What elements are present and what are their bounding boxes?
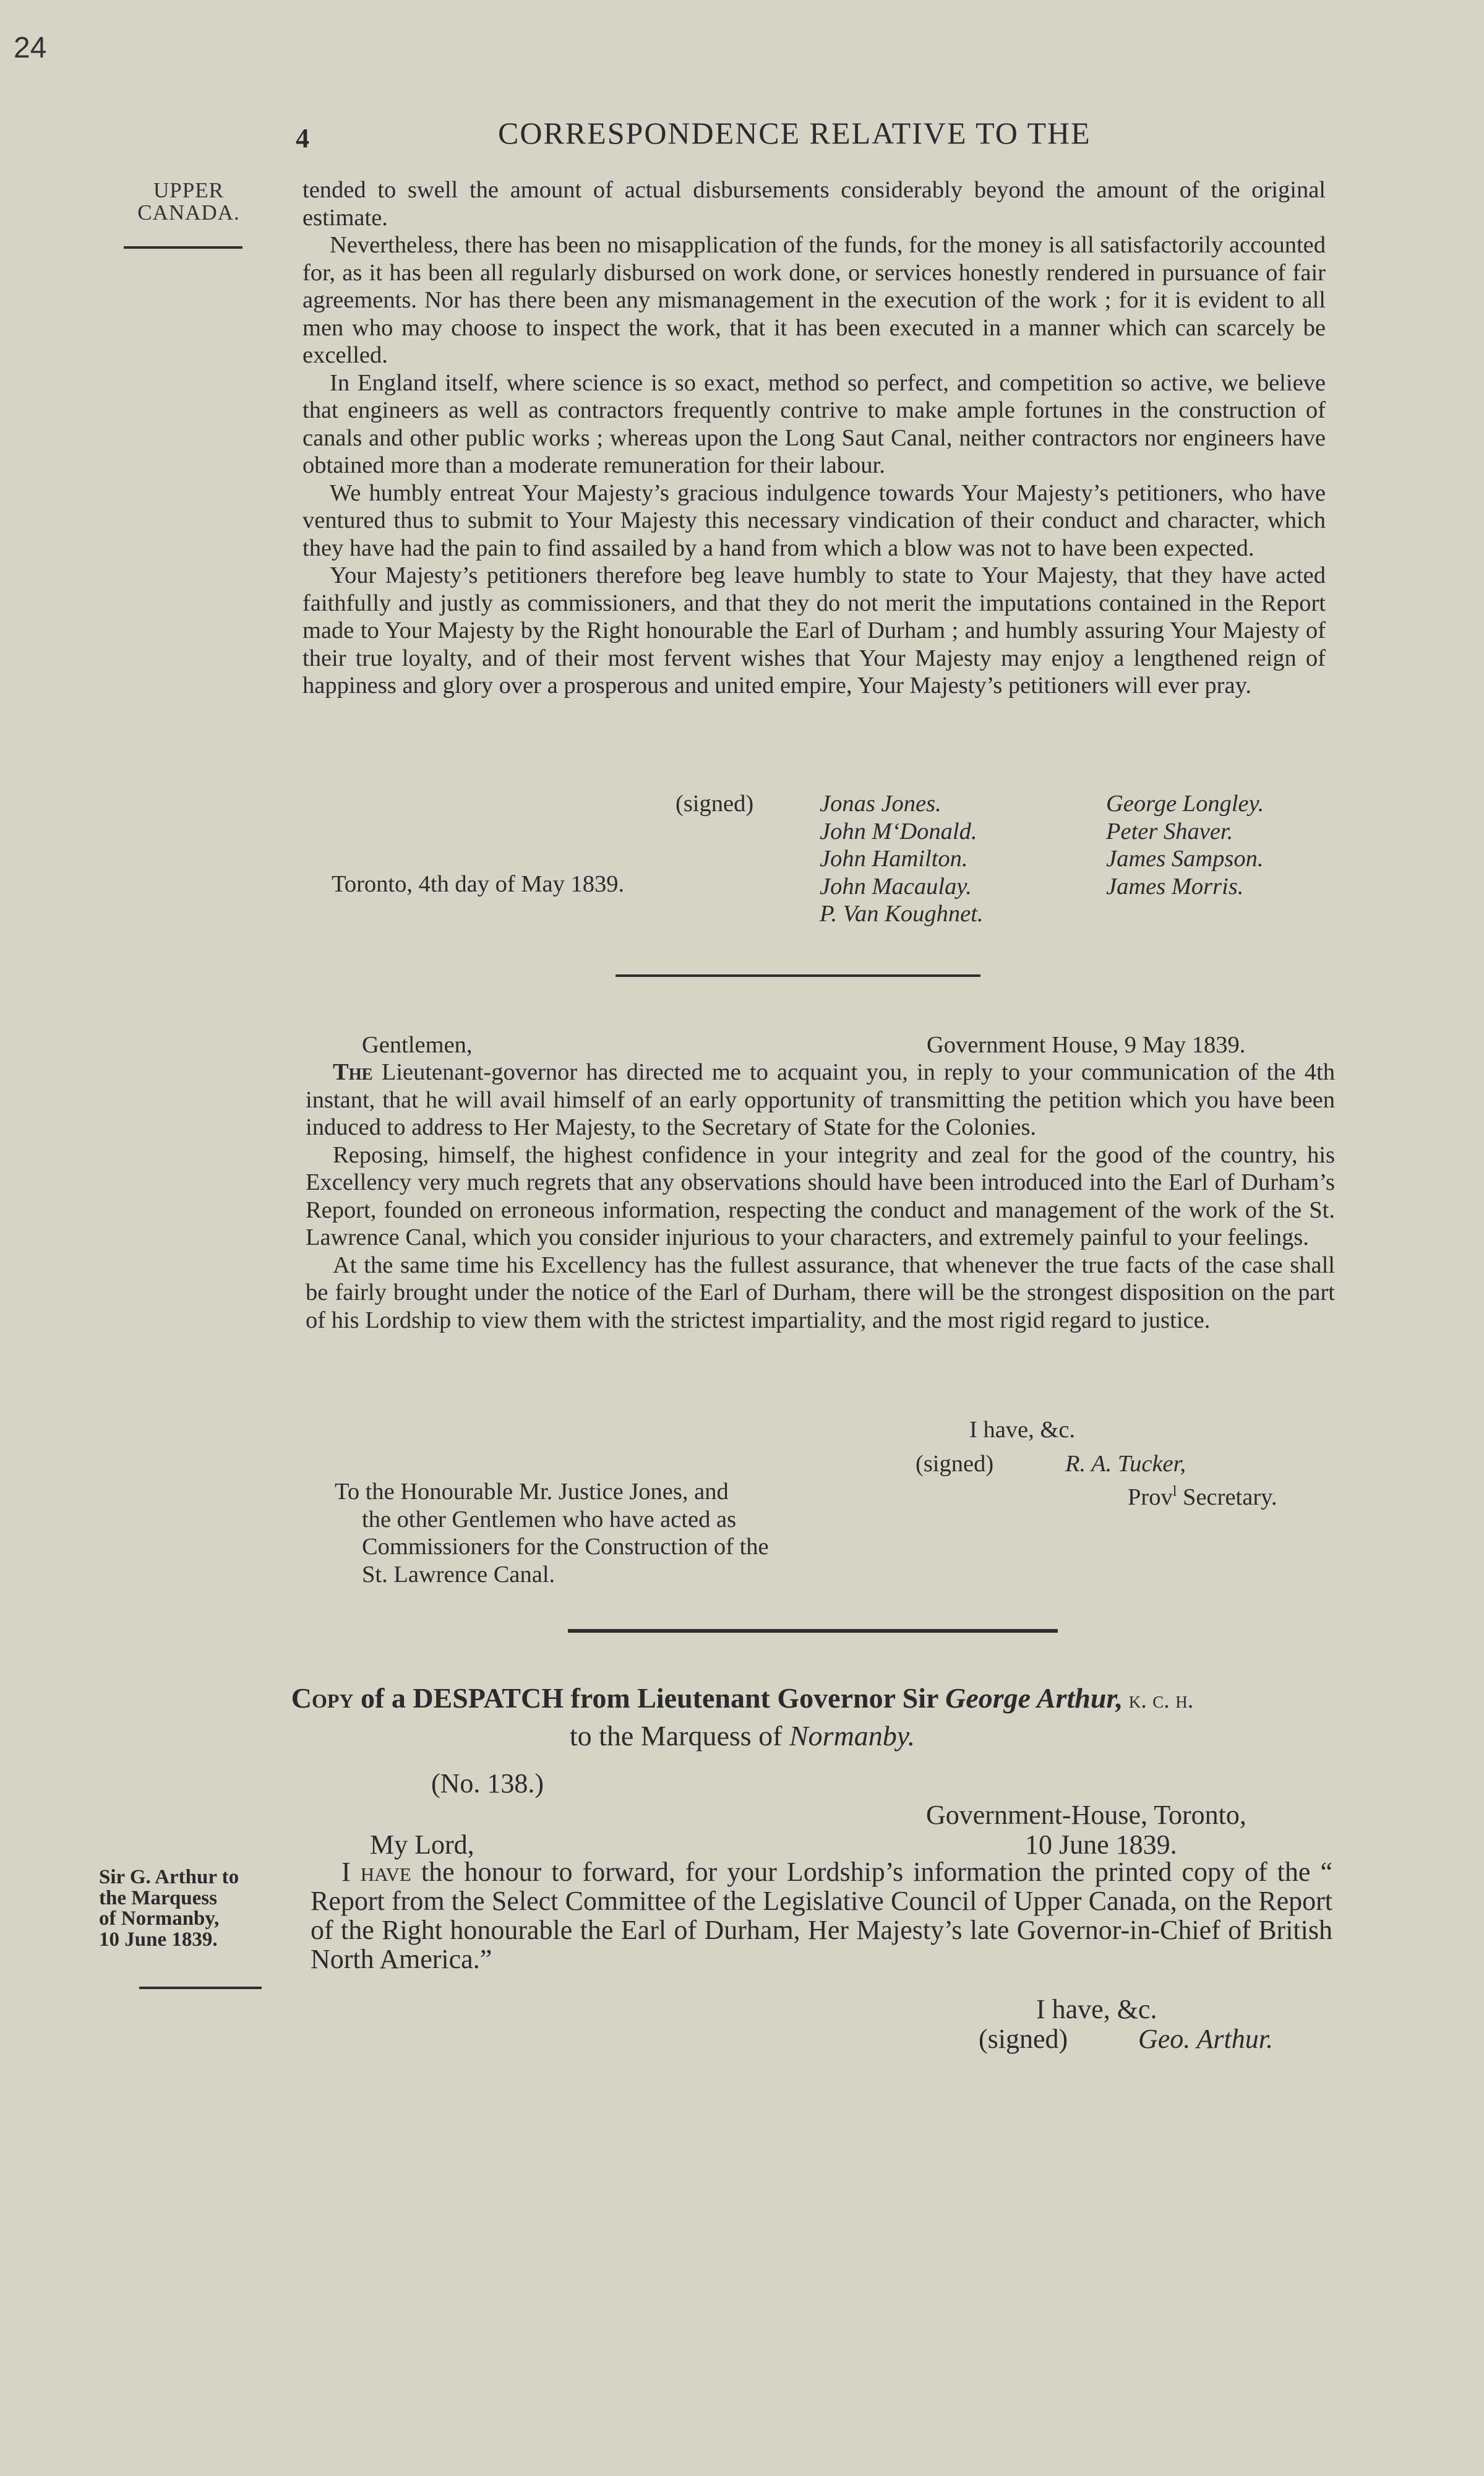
- signatory: John Macaulay.: [820, 873, 972, 900]
- despatch-heading-recipient: Normanby.: [789, 1720, 916, 1752]
- despatch-heading-name: George Arthur,: [945, 1682, 1123, 1714]
- reply-paragraph-2: Reposing, himself, the highest confidence in your integrity and zeal for the good of the country, his Excellency very much regrets that any observations should have been introduced into the Earl of Durham’s Report, founded on erroneous information, respecting the conduct and management of the work of the St. Lawrence Canal, which you consider injurious to your characters, and extremely painful to your feelings.: [306, 1141, 1335, 1250]
- reply-closing: I have, &c.: [969, 1417, 1076, 1443]
- signatory: John Hamilton.: [820, 846, 968, 872]
- despatch-closing: I have, &c.: [1036, 1994, 1157, 2024]
- section-divider: [615, 974, 980, 977]
- despatch-number: (No. 138.): [431, 1768, 544, 1799]
- despatch-heading-line1: [186, 1680, 1299, 1718]
- margin-region-line2: CANADA.: [137, 200, 240, 225]
- despatch-body: [311, 1857, 1332, 1974]
- despatch-heading-honours: k. c. h.: [1123, 1687, 1194, 1713]
- reply-paragraph-3: At the same time his Excellency has the fullest assurance, that whenever the true facts of the case shall be fairly brought under the notice of the Earl of Durham, there will be the strongest disposition on the part of his Lordship to view them with the strictest impartiality, and the most rigid regard to justice.: [306, 1252, 1335, 1333]
- reply-addressee: [335, 1478, 769, 1588]
- running-head: CORRESPONDENCE RELATIVE TO THE: [498, 116, 1091, 150]
- margin-note-line: 10 June 1839.: [99, 1928, 218, 1951]
- margin-region-label: [121, 179, 257, 224]
- page-number: 4: [296, 123, 309, 153]
- signer-title-suffix: Secretary.: [1177, 1484, 1277, 1510]
- reply-text: [306, 1059, 1335, 1334]
- despatch-signed-label: (signed): [979, 2024, 1068, 2054]
- petition-paragraph-1: tended to swell the amount of actual disbursements considerably beyond the amount of the original estimate.: [302, 177, 1326, 231]
- despatch-margin-note: [99, 1867, 239, 1950]
- petition-paragraph-4: We humbly entreat Your Majesty’s gracious indulgence towards Your Majesty’s petitioners, who have ventured thus to submit to Your Majesty this necessary vindication of their conduct and character, which they have had the pain to find assailed by a hand from which a blow was not to have been expected.: [302, 479, 1326, 561]
- petition-text: [302, 176, 1326, 700]
- signatory: P. Van Koughnet.: [820, 901, 984, 927]
- petition-place-date: Toronto, 4th day of May 1839.: [332, 871, 625, 897]
- addressee-line: St. Lawrence Canal.: [362, 1561, 555, 1588]
- signatories-column-1: [820, 790, 984, 928]
- petition-paragraph-2: Nevertheless, there has been no misapplication of the funds, for the money is all satisfactorily accounted for, as it has been all regularly disbursed on work done, or services honestly rendered in pursuance of fair agreements. Nor has there been any mismanagement in the execution of the work ; for it is evident to all men who may choose to inspect the work, that it has been executed in a manner which can scarcely be excelled.: [302, 232, 1326, 368]
- despatch-heading-text: of a DESPATCH from Lieutenant Governor Sir: [353, 1682, 946, 1714]
- despatch-heading-line2-text: to the Marquess of: [569, 1720, 789, 1752]
- reply-dateline: Government House, 9 May 1839.: [927, 1032, 1246, 1058]
- reply-signed-label: (signed): [916, 1451, 994, 1477]
- margin-note-rule: [139, 1987, 262, 1989]
- signatory: Jonas Jones.: [820, 791, 941, 817]
- addressee-line: the other Gentlemen who have acted as: [362, 1506, 737, 1532]
- folio-number: 24: [14, 32, 47, 64]
- despatch-heading-copy: Copy: [291, 1682, 354, 1714]
- petition-paragraph-5: Your Majesty’s petitioners therefore beg leave humbly to state to Your Majesty, that they have acted faithfully and justly as commissioners, and that they do not merit the imputations contained in the Report made to Your Majesty by the Right honourable the Earl of Durham ; and humbly assuring Your Majesty of their true loyalty, and of their most fervent wishes that Your Majesty may enjoy a lengthened reign of happiness and glory over a prosperous and united empire, Your Majesty’s petitioners will ever pray.: [302, 562, 1326, 699]
- reply-lead-word: The: [333, 1059, 373, 1085]
- reply-paragraph-1-body: Lieutenant-governor has directed me to acquaint you, in reply to your communication of the 4th instant, that he will avail himself of an early opportunity of transmitting the petition which you have been induced to address to Her Majesty, to the Secretary of State for the Colonies.: [306, 1059, 1336, 1140]
- signatory: George Longley.: [1106, 791, 1264, 817]
- signatory: Peter Shaver.: [1106, 818, 1233, 845]
- signatories-column-2: [1106, 790, 1264, 900]
- despatch-heading: [186, 1680, 1299, 1754]
- addressee-line: Commissioners for the Construction of the: [362, 1534, 769, 1560]
- signatory: James Sampson.: [1106, 846, 1264, 872]
- margin-region-line1: UPPER: [153, 178, 224, 202]
- petition-paragraph-3: In England itself, where science is so exact, method so perfect, and competition so active, we believe that engineers as well as contractors frequently contrive to make ample fortunes in the construction of canals and other public works ; whereas upon the Long Saut Canal, neither contractors nor engineers have obtained more than a moderate remuneration for their labour.: [302, 369, 1326, 478]
- margin-rule: [124, 246, 242, 249]
- margin-note-line: the Marquess: [99, 1886, 217, 1909]
- despatch-body-text: the honour to forward, for your Lordship’s information the printed copy of the “ Report from the Select Committee of the Legislative Council of Upper Canada, on the Report of the Right honourable the Earl of Durham, Her Majesty’s late Governor-in-Chief of British North America.”: [311, 1857, 1333, 1974]
- addressee-line: To the Honourable Mr. Justice Jones, and: [335, 1479, 729, 1505]
- section-divider-heavy: [568, 1629, 1058, 1633]
- despatch-heading-line2: [186, 1718, 1299, 1754]
- margin-note-line: Sir G. Arthur to: [99, 1866, 239, 1888]
- signatory: James Morris.: [1106, 873, 1244, 900]
- signer-title-prefix: Prov: [1128, 1484, 1173, 1510]
- reply-signer-title: [1128, 1478, 1277, 1511]
- signatory: John M‘Donald.: [820, 818, 977, 845]
- despatch-lead-words: I have: [341, 1857, 411, 1887]
- despatch-address: Government-House, Toronto,: [926, 1800, 1246, 1830]
- signer-title-superscript: l: [1172, 1484, 1177, 1500]
- petition-signed-label: (signed): [676, 791, 754, 817]
- reply-salutation: Gentlemen,: [362, 1032, 473, 1058]
- margin-note-line: of Normanby,: [99, 1907, 220, 1930]
- reply-signer: R. A. Tucker,: [1065, 1451, 1186, 1477]
- despatch-salutation: My Lord,: [370, 1829, 474, 1860]
- despatch-date: 10 June 1839.: [1025, 1829, 1177, 1860]
- reply-paragraph-1: [306, 1059, 1335, 1141]
- despatch-signer: Geo. Arthur.: [1138, 2024, 1273, 2054]
